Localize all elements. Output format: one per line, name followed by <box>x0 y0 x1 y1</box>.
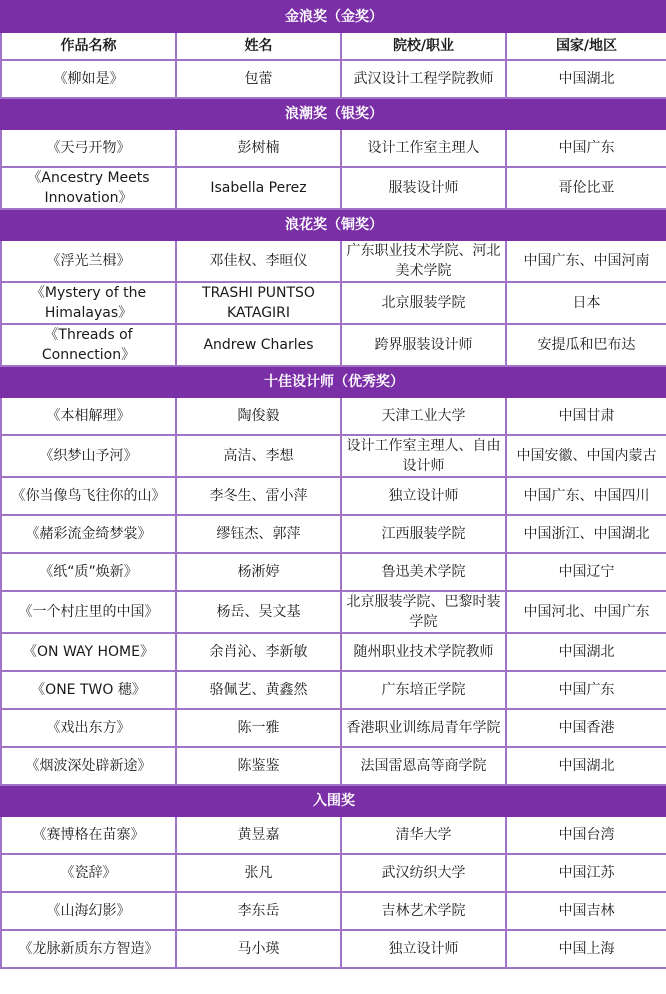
cell-institution: 独立设计师 <box>341 477 506 515</box>
cell-institution: 北京服装学院、巴黎时装学院 <box>341 591 506 633</box>
cell-work-title: 《ON WAY HOME》 <box>1 633 176 671</box>
column-header-work: 作品名称 <box>1 32 176 60</box>
cell-region: 哥伦比亚 <box>506 167 666 209</box>
cell-institution: 随州职业技术学院教师 <box>341 633 506 671</box>
cell-region: 中国安徽、中国内蒙古 <box>506 435 666 477</box>
cell-region: 中国广东、中国河南 <box>506 240 666 282</box>
cell-institution: 设计工作室主理人、自由设计师 <box>341 435 506 477</box>
table-row <box>1 816 666 854</box>
table-row <box>1 747 666 785</box>
cell-designer-name: 张凡 <box>176 854 341 892</box>
cell-institution: 广东职业技术学院、河北美术学院 <box>341 240 506 282</box>
cell-designer-name: Isabella Perez <box>176 167 341 209</box>
cell-work-title: 《烟波深处辟新途》 <box>1 747 176 785</box>
column-header-institution: 院校/职业 <box>341 32 506 60</box>
table-row <box>1 324 666 366</box>
cell-designer-name: 李冬生、雷小萍 <box>176 477 341 515</box>
table-row <box>1 553 666 591</box>
cell-work-title: 《织梦山予河》 <box>1 435 176 477</box>
cell-region: 中国广东、中国四川 <box>506 477 666 515</box>
cell-institution: 江西服装学院 <box>341 515 506 553</box>
section-title: 浪潮奖（银奖） <box>1 98 666 129</box>
cell-institution: 独立设计师 <box>341 930 506 968</box>
cell-designer-name: 马小瑛 <box>176 930 341 968</box>
cell-designer-name: 缪钰杰、郭萍 <box>176 515 341 553</box>
table-row <box>1 633 666 671</box>
cell-work-title: 《Threads of Connection》 <box>1 324 176 366</box>
section-title: 浪花奖（铜奖） <box>1 209 666 240</box>
cell-region: 中国湖北 <box>506 60 666 98</box>
cell-designer-name: 杨岳、吴文基 <box>176 591 341 633</box>
cell-region: 中国甘肃 <box>506 397 666 435</box>
cell-work-title: 《赭彩流金绮梦裳》 <box>1 515 176 553</box>
cell-designer-name: 杨淅婷 <box>176 553 341 591</box>
cell-work-title: 《Mystery of the Himalayas》 <box>1 282 176 324</box>
table-row <box>1 591 666 633</box>
cell-work-title: 《戏出东方》 <box>1 709 176 747</box>
cell-work-title: 《柳如是》 <box>1 60 176 98</box>
cell-designer-name: 李东岳 <box>176 892 341 930</box>
section-header-silver <box>1 98 666 129</box>
cell-designer-name: Andrew Charles <box>176 324 341 366</box>
cell-region: 中国台湾 <box>506 816 666 854</box>
table-row <box>1 892 666 930</box>
cell-region: 中国上海 <box>506 930 666 968</box>
cell-designer-name: 陈鉴鉴 <box>176 747 341 785</box>
table-row <box>1 709 666 747</box>
cell-institution: 武汉设计工程学院教师 <box>341 60 506 98</box>
cell-work-title: 《你当像鸟飞往你的山》 <box>1 477 176 515</box>
table-row <box>1 129 666 167</box>
table-row <box>1 671 666 709</box>
cell-region: 中国湖北 <box>506 633 666 671</box>
cell-work-title: 《瓷辞》 <box>1 854 176 892</box>
cell-region: 中国广东 <box>506 129 666 167</box>
table-row <box>1 477 666 515</box>
cell-institution: 北京服装学院 <box>341 282 506 324</box>
cell-designer-name: 黄昱嘉 <box>176 816 341 854</box>
cell-region: 中国河北、中国广东 <box>506 591 666 633</box>
cell-work-title: 《Ancestry Meets Innovation》 <box>1 167 176 209</box>
cell-institution: 设计工作室主理人 <box>341 129 506 167</box>
cell-institution: 广东培正学院 <box>341 671 506 709</box>
cell-work-title: 《纸“质”焕新》 <box>1 553 176 591</box>
cell-region: 中国浙江、中国湖北 <box>506 515 666 553</box>
cell-work-title: 《天弓开物》 <box>1 129 176 167</box>
cell-designer-name: 陈一雅 <box>176 709 341 747</box>
cell-institution: 服装设计师 <box>341 167 506 209</box>
cell-designer-name: 包蕾 <box>176 60 341 98</box>
awards-table-body <box>1 1 666 968</box>
cell-designer-name: 骆佩艺、黄鑫然 <box>176 671 341 709</box>
cell-region: 中国江苏 <box>506 854 666 892</box>
cell-work-title: 《山海幻影》 <box>1 892 176 930</box>
table-row <box>1 435 666 477</box>
cell-region: 中国湖北 <box>506 747 666 785</box>
cell-region: 中国吉林 <box>506 892 666 930</box>
table-row <box>1 854 666 892</box>
cell-institution: 香港职业训练局青年学院 <box>341 709 506 747</box>
column-header-row <box>1 32 666 60</box>
cell-institution: 鲁迅美术学院 <box>341 553 506 591</box>
table-row <box>1 397 666 435</box>
cell-designer-name: TRASHI PUNTSO KATAGIRI <box>176 282 341 324</box>
cell-designer-name: 陶俊毅 <box>176 397 341 435</box>
column-header-region: 国家/地区 <box>506 32 666 60</box>
cell-institution: 武汉纺织大学 <box>341 854 506 892</box>
section-header-finalist <box>1 785 666 816</box>
table-row <box>1 240 666 282</box>
column-header-name: 姓名 <box>176 32 341 60</box>
cell-institution: 天津工业大学 <box>341 397 506 435</box>
section-header-bronze <box>1 209 666 240</box>
cell-institution: 跨界服装设计师 <box>341 324 506 366</box>
cell-designer-name: 邓佳权、李晅仪 <box>176 240 341 282</box>
section-title: 十佳设计师（优秀奖） <box>1 366 666 397</box>
cell-work-title: 《本相解理》 <box>1 397 176 435</box>
table-row <box>1 515 666 553</box>
cell-region: 中国香港 <box>506 709 666 747</box>
section-header-top-ten <box>1 366 666 397</box>
section-title: 金浪奖（金奖） <box>1 1 666 32</box>
cell-region: 中国广东 <box>506 671 666 709</box>
cell-institution: 法国雷恩高等商学院 <box>341 747 506 785</box>
cell-designer-name: 余肖沁、李新敏 <box>176 633 341 671</box>
cell-work-title: 《赛博格在苗寨》 <box>1 816 176 854</box>
section-header-gold <box>1 1 666 32</box>
cell-work-title: 《龙脉新质东方智造》 <box>1 930 176 968</box>
table-row <box>1 282 666 324</box>
cell-region: 中国辽宁 <box>506 553 666 591</box>
cell-institution: 吉林艺术学院 <box>341 892 506 930</box>
cell-work-title: 《浮光兰楫》 <box>1 240 176 282</box>
table-row <box>1 60 666 98</box>
cell-region: 安提瓜和巴布达 <box>506 324 666 366</box>
section-title: 入围奖 <box>1 785 666 816</box>
cell-work-title: 《ONE TWO 穗》 <box>1 671 176 709</box>
cell-institution: 清华大学 <box>341 816 506 854</box>
table-row <box>1 930 666 968</box>
cell-work-title: 《一个村庄里的中国》 <box>1 591 176 633</box>
cell-region: 日本 <box>506 282 666 324</box>
table-row <box>1 167 666 209</box>
cell-designer-name: 高洁、李想 <box>176 435 341 477</box>
cell-designer-name: 彭树楠 <box>176 129 341 167</box>
